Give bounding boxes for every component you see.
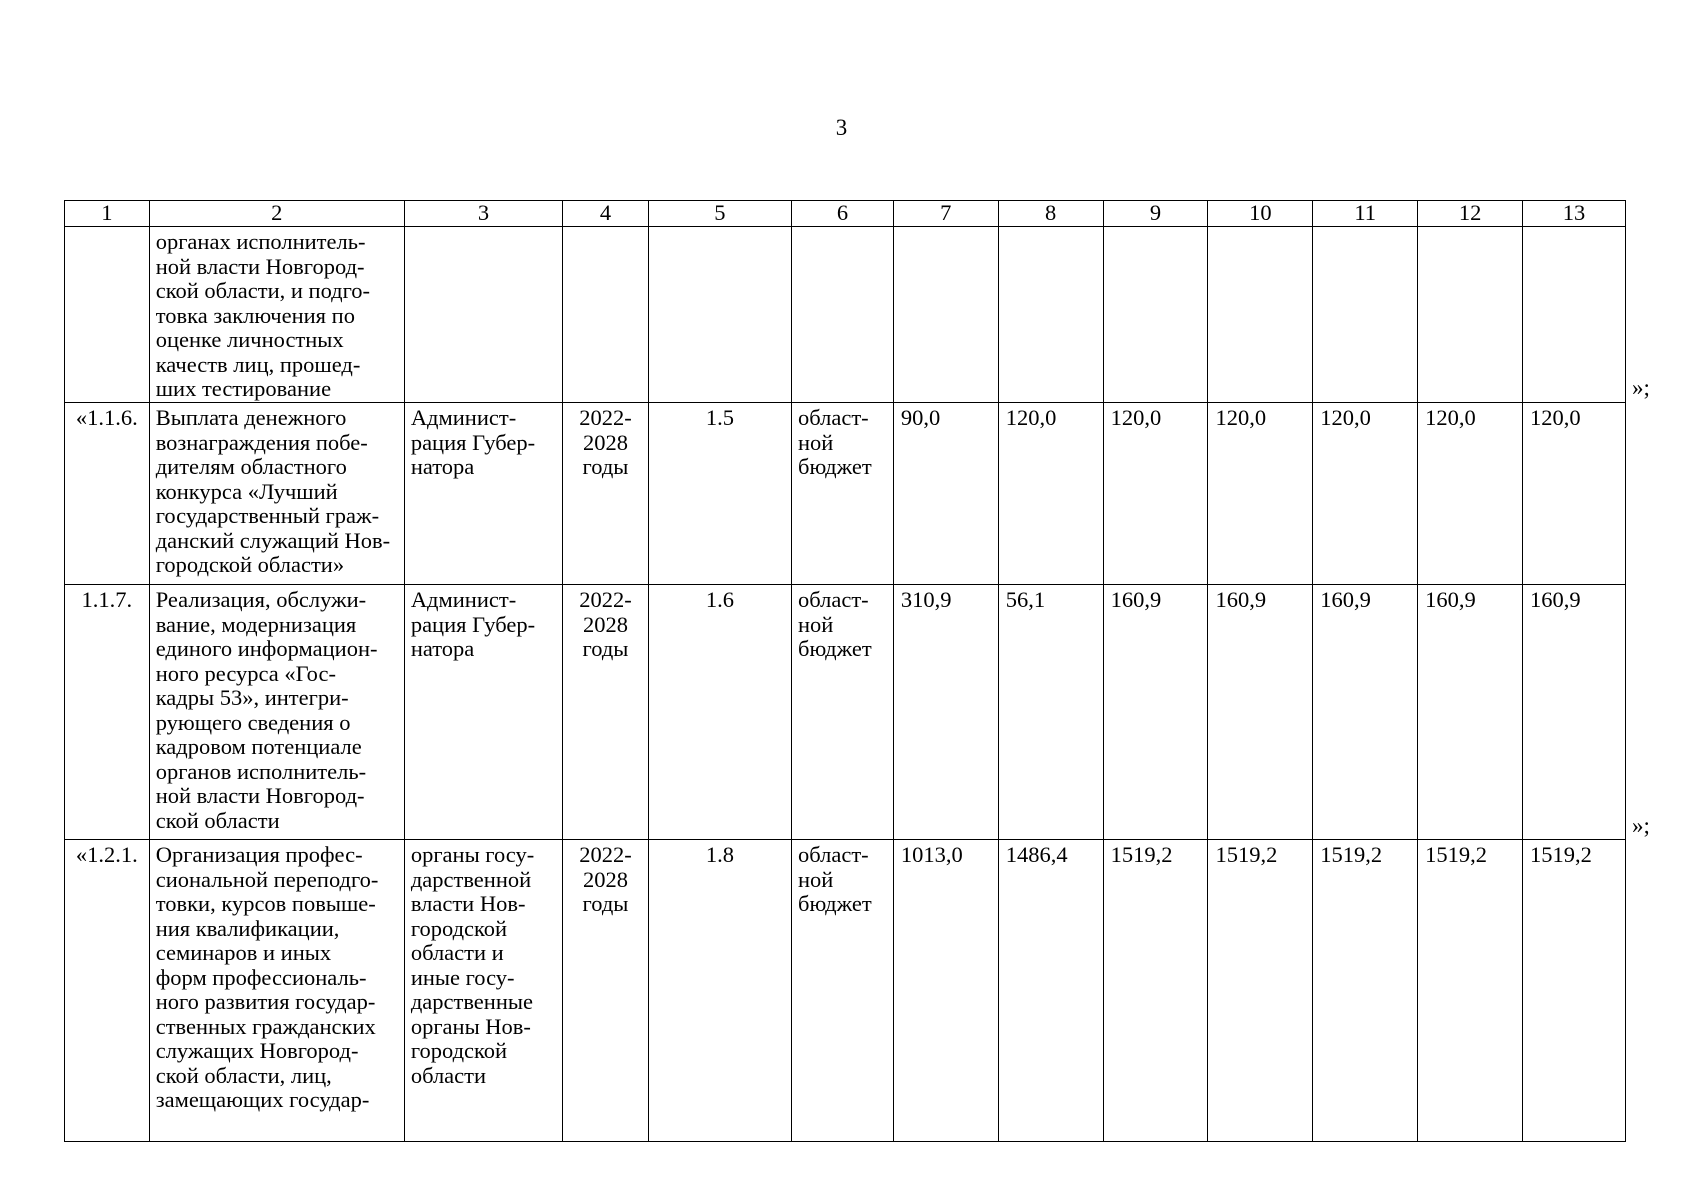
funding-value: 56,1 — [998, 585, 1103, 840]
activity-executor — [404, 227, 562, 403]
activity-period — [563, 227, 649, 403]
table-row — [65, 227, 1626, 403]
activity-executor: органы госу- дарственной власти Нов- городской области и иные госу- дарственные органы Нов- городской области — [404, 840, 562, 1142]
funding-value: 1519,2 — [1418, 840, 1523, 1142]
funding-value: 120,0 — [1523, 403, 1626, 585]
funding-value: 1519,2 — [1523, 840, 1626, 1142]
column-header: 11 — [1313, 201, 1418, 227]
column-header: 1 — [65, 201, 150, 227]
activity-executor: Админист- рация Губер- натора — [404, 403, 562, 585]
activity-number — [65, 227, 150, 403]
table-row — [65, 585, 1626, 840]
activity-name-text: Организация профес- сиональной переподго- товки, курсов повыше- ния квалификации, семинаров и иных форм профессиональ- ного развития государ- ственных гражданских служащих Новгород- ской области, лиц, замещающих государ- — [155, 842, 379, 1112]
funding-value: 120,0 — [1103, 403, 1208, 585]
activity-executor: Админист- рация Губер- натора — [404, 585, 562, 840]
activity-target: 1.8 — [648, 840, 791, 1142]
activity-source: област- ной бюджет — [792, 403, 894, 585]
funding-value: 160,9 — [1103, 585, 1208, 840]
activity-source: област- ной бюджет — [792, 585, 894, 840]
page-number: 3 — [835, 115, 848, 140]
activity-period: 2022- 2028 годы — [563, 840, 649, 1142]
funding-value — [1208, 227, 1313, 403]
funding-value: 90,0 — [893, 403, 998, 585]
activity-number: «1.2.1. — [65, 840, 150, 1142]
funding-value: 1519,2 — [1208, 840, 1313, 1142]
activity-period: 2022- 2028 годы — [563, 585, 649, 840]
activity-target: 1.6 — [648, 585, 791, 840]
activity-name — [149, 585, 404, 840]
funding-value: 1486,4 — [998, 840, 1103, 1142]
funding-value — [998, 227, 1103, 403]
funding-value: 160,9 — [1208, 585, 1313, 840]
closing-quote-mark: »; — [1632, 813, 1650, 838]
funding-value: 160,9 — [1523, 585, 1626, 840]
column-number-header-row — [65, 201, 1626, 227]
activity-source — [792, 227, 894, 403]
activity-number: «1.1.6. — [65, 403, 150, 585]
funding-value — [1523, 227, 1626, 403]
funding-value: 160,9 — [1313, 585, 1418, 840]
activity-name-text: Выплата денежного вознаграждения побе- дителям областного конкурса «Лучший государственный граж- данский служащий Нов- городской области» — [155, 405, 391, 577]
column-header: 6 — [792, 201, 894, 227]
funding-value — [1103, 227, 1208, 403]
closing-quote-mark: »; — [1632, 375, 1650, 400]
activity-target: 1.5 — [648, 403, 791, 585]
funding-value: 120,0 — [998, 403, 1103, 585]
activity-name-text: Реализация, обслужи- вание, модернизация единого информацион- ного ресурса «Гос- кадры 53», интегри- рующего сведения о кадровом потенциале органов исполнитель- ной власти Новгород- ской области — [155, 587, 378, 833]
funding-value: 1519,2 — [1103, 840, 1208, 1142]
activity-name — [149, 403, 404, 585]
funding-value — [1418, 227, 1523, 403]
activity-source: област- ной бюджет — [792, 840, 894, 1142]
column-header: 7 — [893, 201, 998, 227]
funding-value — [893, 227, 998, 403]
activity-name-text: органах исполнитель- ной власти Новгород- ской области, и подго- товка заключения по оценке личностных качеств лиц, прошед- ших тестирование — [155, 229, 371, 401]
column-header: 13 — [1523, 201, 1626, 227]
activity-name — [149, 840, 404, 1142]
activity-number: 1.1.7. — [65, 585, 150, 840]
table-row — [65, 403, 1626, 585]
column-header: 8 — [998, 201, 1103, 227]
program-activities-table — [64, 200, 1626, 1142]
activity-target — [648, 227, 791, 403]
column-header: 10 — [1208, 201, 1313, 227]
column-header: 4 — [563, 201, 649, 227]
funding-value: 120,0 — [1313, 403, 1418, 585]
funding-value: 1013,0 — [893, 840, 998, 1142]
funding-value: 310,9 — [893, 585, 998, 840]
column-header: 3 — [404, 201, 562, 227]
column-header: 9 — [1103, 201, 1208, 227]
activity-name — [149, 227, 404, 403]
funding-value: 1519,2 — [1313, 840, 1418, 1142]
column-header: 12 — [1418, 201, 1523, 227]
funding-value — [1313, 227, 1418, 403]
table-row — [65, 840, 1626, 1142]
column-header: 2 — [149, 201, 404, 227]
funding-value: 120,0 — [1418, 403, 1523, 585]
column-header: 5 — [648, 201, 791, 227]
funding-value: 160,9 — [1418, 585, 1523, 840]
funding-value: 120,0 — [1208, 403, 1313, 585]
activity-period: 2022- 2028 годы — [563, 403, 649, 585]
